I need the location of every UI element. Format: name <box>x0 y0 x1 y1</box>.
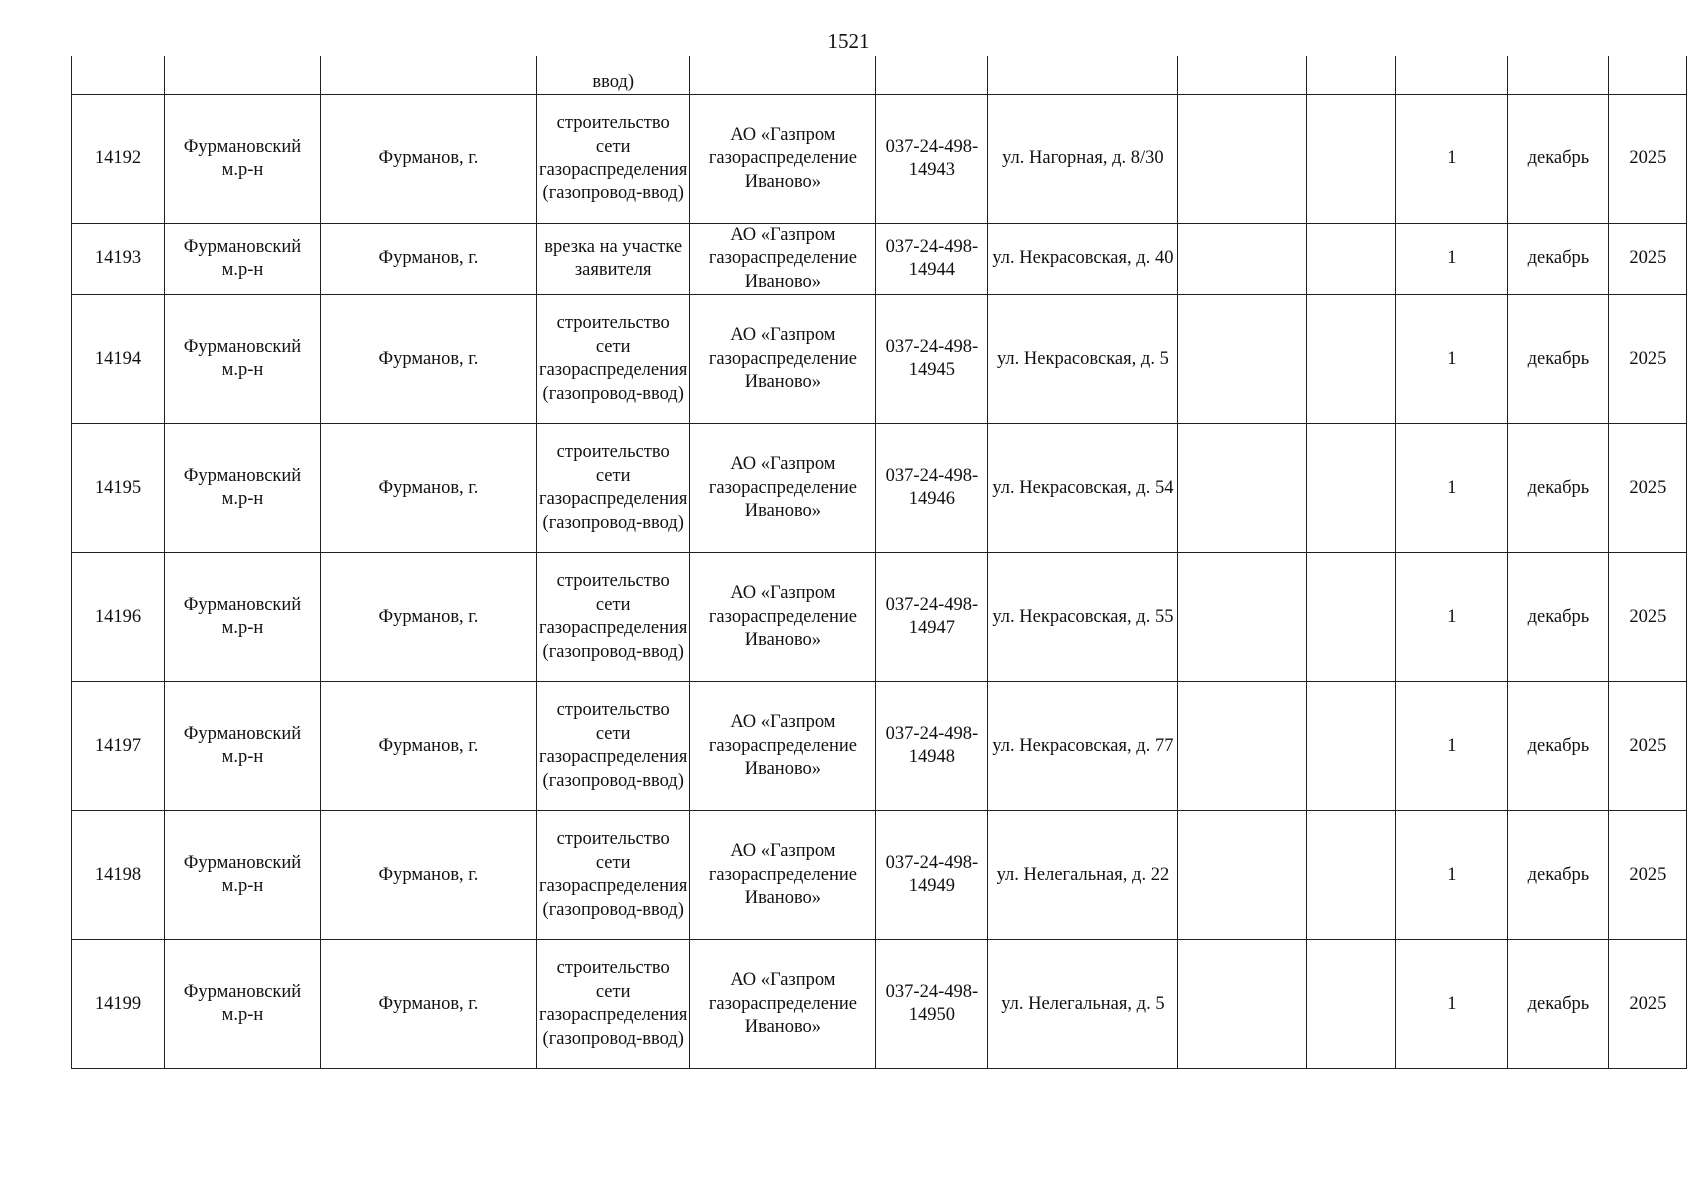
cell-number: 14198 <box>72 811 165 940</box>
cell-quantity: 1 <box>1396 940 1508 1069</box>
cell-quantity: 1 <box>1396 811 1508 940</box>
table-row <box>72 224 1687 295</box>
cell-empty <box>1178 553 1307 682</box>
cell-district: Фурмановский м.р-н <box>165 682 321 811</box>
cell-empty <box>1178 295 1307 424</box>
cell-organization: АО «Газпром газораспределение Иваново» <box>690 940 876 1069</box>
cell-empty <box>1178 95 1307 224</box>
cell-address: ул. Нагорная, д. 8/30 <box>988 95 1178 224</box>
cell-empty <box>1178 682 1307 811</box>
cell-organization: АО «Газпром газораспределение Иваново» <box>690 682 876 811</box>
cell-empty <box>1307 682 1396 811</box>
cell-work-type: строительство сети газораспределения (газопровод-ввод) <box>537 553 690 682</box>
cell-month: декабрь <box>1508 95 1609 224</box>
cell-quantity: 1 <box>1396 424 1508 553</box>
cell-work-type: врезка на участке заявителя <box>537 224 690 295</box>
cell-work-type: строительство сети газораспределения (газопровод-ввод) <box>537 682 690 811</box>
cell-code: 037-24-498-14946 <box>876 424 988 553</box>
cell-year: 2025 <box>1609 682 1687 811</box>
cell-code: 037-24-498-14943 <box>876 95 988 224</box>
cell-city: Фурманов, г. <box>321 811 537 940</box>
cell-year: 2025 <box>1609 224 1687 295</box>
page-number: 1521 <box>827 29 870 53</box>
table-row <box>72 553 1687 682</box>
cell-district: Фурмановский м.р-н <box>165 553 321 682</box>
cell-district: Фурмановский м.р-н <box>165 940 321 1069</box>
cell-empty <box>1178 940 1307 1069</box>
cell-organization: АО «Газпром газораспределение Иваново» <box>690 224 876 295</box>
cell-district: Фурмановский м.р-н <box>165 224 321 295</box>
cell-quantity: 1 <box>1396 224 1508 295</box>
cell-quantity: 1 <box>1396 682 1508 811</box>
cell-organization: АО «Газпром газораспределение Иваново» <box>690 424 876 553</box>
cell-quantity: 1 <box>1396 95 1508 224</box>
cell-address: ул. Некрасовская, д. 40 <box>988 224 1178 295</box>
cell-empty <box>1307 295 1396 424</box>
cell-city: Фурманов, г. <box>321 295 537 424</box>
cell-year: 2025 <box>1609 424 1687 553</box>
cell-empty <box>1178 224 1307 295</box>
cell-number: 14194 <box>72 295 165 424</box>
cell-district: Фурмановский м.р-н <box>165 424 321 553</box>
table-row <box>72 940 1687 1069</box>
cell-month: декабрь <box>1508 811 1609 940</box>
cell-work-type: строительство сети газораспределения (газопровод-ввод) <box>537 424 690 553</box>
cell-year: 2025 <box>1609 811 1687 940</box>
cell-city: Фурманов, г. <box>321 553 537 682</box>
cell-code: 037-24-498-14949 <box>876 811 988 940</box>
cell-number: 14196 <box>72 553 165 682</box>
cell-number: 14197 <box>72 682 165 811</box>
cell-month: декабрь <box>1508 224 1609 295</box>
cell-year: 2025 <box>1609 95 1687 224</box>
cell-address: ул. Нелегальная, д. 22 <box>988 811 1178 940</box>
cell-address: ул. Некрасовская, д. 55 <box>988 553 1178 682</box>
cell-organization: АО «Газпром газораспределение Иваново» <box>690 95 876 224</box>
cell-month: декабрь <box>1508 940 1609 1069</box>
table-row <box>72 95 1687 224</box>
cell-district: Фурмановский м.р-н <box>165 295 321 424</box>
cell-number: 14199 <box>72 940 165 1069</box>
cell-code: 037-24-498-14944 <box>876 224 988 295</box>
cell-quantity: 1 <box>1396 295 1508 424</box>
cell-quantity: 1 <box>1396 553 1508 682</box>
cell-month: декабрь <box>1508 553 1609 682</box>
table-row <box>72 295 1687 424</box>
cell-city: Фурманов, г. <box>321 424 537 553</box>
table-row-continued <box>72 56 1687 95</box>
cell-number: 14193 <box>72 224 165 295</box>
cell-city: Фурманов, г. <box>321 682 537 811</box>
cell-address: ул. Некрасовская, д. 5 <box>988 295 1178 424</box>
cell-empty <box>1307 95 1396 224</box>
cell-year: 2025 <box>1609 553 1687 682</box>
cell-empty <box>1307 553 1396 682</box>
cell-work-type: строительство сети газораспределения (газопровод-ввод) <box>537 295 690 424</box>
cell-month: декабрь <box>1508 295 1609 424</box>
cell-organization: АО «Газпром газораспределение Иваново» <box>690 553 876 682</box>
cell-organization: АО «Газпром газораспределение Иваново» <box>690 811 876 940</box>
cell-address: ул. Некрасовская, д. 54 <box>988 424 1178 553</box>
cell-district: Фурмановский м.р-н <box>165 811 321 940</box>
cell-work-type: строительство сети газораспределения (газопровод-ввод) <box>537 940 690 1069</box>
cell-address: ул. Некрасовская, д. 77 <box>988 682 1178 811</box>
cell-month: декабрь <box>1508 424 1609 553</box>
cell-empty <box>1178 811 1307 940</box>
cell-work-type: строительство сети газораспределения (газопровод-ввод) <box>537 811 690 940</box>
cell-work-type: строительство сети газораспределения (газопровод-ввод) <box>537 95 690 224</box>
cell-code: 037-24-498-14950 <box>876 940 988 1069</box>
cell-empty <box>1307 424 1396 553</box>
cell-address: ул. Нелегальная, д. 5 <box>988 940 1178 1069</box>
registry-table <box>71 56 1687 1069</box>
table-row <box>72 682 1687 811</box>
cell-city: Фурманов, г. <box>321 224 537 295</box>
cell-empty <box>1178 424 1307 553</box>
cell-district: Фурмановский м.р-н <box>165 95 321 224</box>
cell-empty <box>1307 224 1396 295</box>
table-row <box>72 424 1687 553</box>
cell-number: 14195 <box>72 424 165 553</box>
cell-city: Фурманов, г. <box>321 940 537 1069</box>
cell-code: 037-24-498-14948 <box>876 682 988 811</box>
cell-empty <box>1307 811 1396 940</box>
cell-year: 2025 <box>1609 295 1687 424</box>
cell-empty <box>1307 940 1396 1069</box>
cell-work-type: ввод) <box>537 56 690 95</box>
cell-organization: АО «Газпром газораспределение Иваново» <box>690 295 876 424</box>
cell-month: декабрь <box>1508 682 1609 811</box>
cell-year: 2025 <box>1609 940 1687 1069</box>
cell-code: 037-24-498-14945 <box>876 295 988 424</box>
table-row <box>72 811 1687 940</box>
cell-city: Фурманов, г. <box>321 95 537 224</box>
cell-number: 14192 <box>72 95 165 224</box>
cell-code: 037-24-498-14947 <box>876 553 988 682</box>
